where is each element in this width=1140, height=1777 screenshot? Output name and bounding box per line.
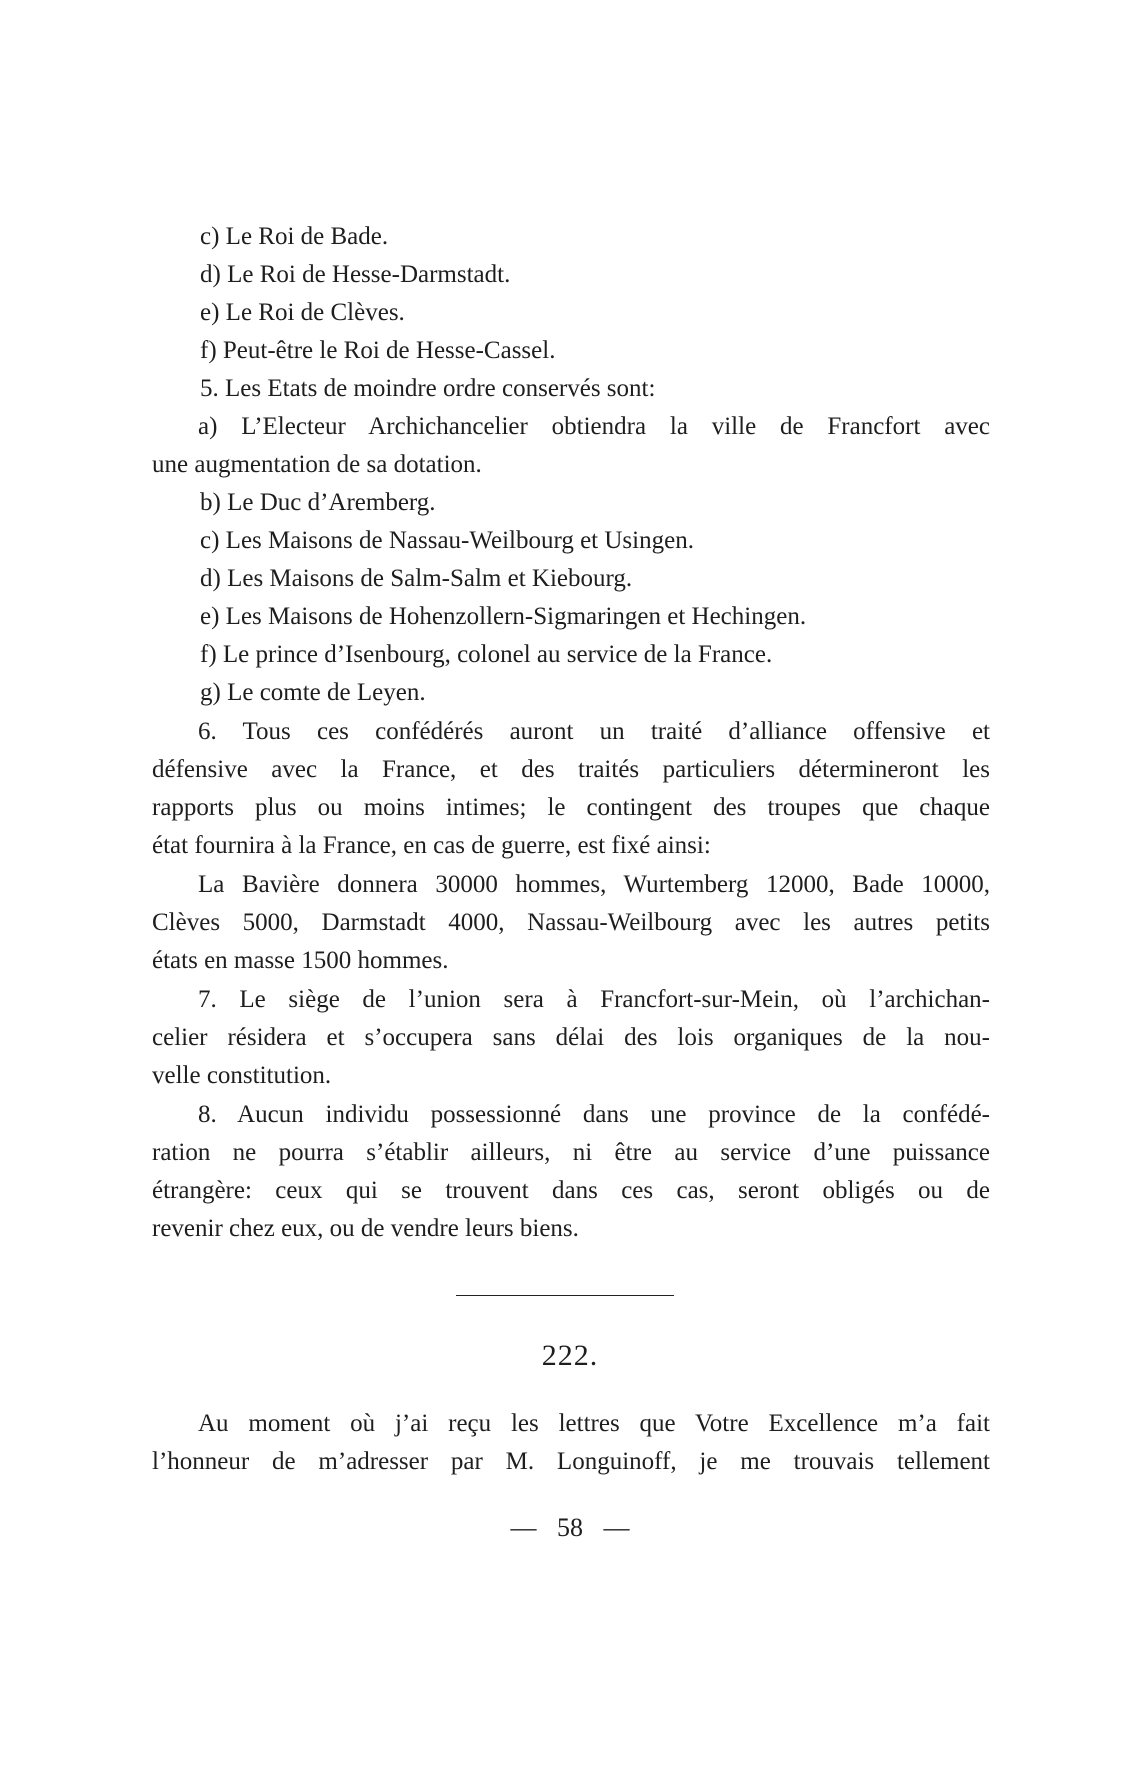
list-item-g-leyen: g) Le comte de Leyen. [200, 679, 426, 706]
para-7-line-3: velle constitution. [152, 1062, 332, 1089]
item-a-line-2: une augmentation de sa dotation. [152, 451, 482, 478]
section-divider [456, 1295, 674, 1296]
letter-line-1: Au moment où j’ai reçu les lettres que Votre Excellence m’a fait [198, 1410, 990, 1437]
contingent-line-2: Clèves 5000, Darmstadt 4000, Nassau-Weilbourg avec les autres petits [152, 909, 990, 936]
para-6-line-1: 6. Tous ces confédérés auront un traité d’alliance offensive et [198, 718, 990, 745]
contingent-line-3: états en masse 1500 hommes. [152, 947, 449, 974]
para-8-line-4: revenir chez eux, ou de vendre leurs biens. [152, 1215, 579, 1242]
letter-line-2: l’honneur de m’adresser par M. Longuinoff, je me trouvais tellement [152, 1448, 990, 1475]
list-item-e-hohenzollern: e) Les Maisons de Hohenzollern-Sigmaringen et Hechingen. [200, 603, 807, 630]
para-8-line-1: 8. Aucun individu possessionné dans une province de la confédé- [198, 1101, 990, 1128]
list-item-e-cleves: e) Le Roi de Clèves. [200, 299, 405, 326]
para-6-line-3: rapports plus ou moins intimes; le contingent des troupes que chaque [152, 794, 990, 821]
list-item-d-hesse-darmstadt: d) Le Roi de Hesse-Darmstadt. [200, 261, 511, 288]
para-6-line-4: état fournira à la France, en cas de guerre, est fixé ainsi: [152, 832, 711, 859]
list-item-c-roi-de-bade: c) Le Roi de Bade. [200, 223, 389, 250]
list-item-b-aremberg: b) Le Duc d’Aremberg. [200, 489, 436, 516]
page-number: — 58 — [510, 1513, 630, 1542]
para-7-line-1: 7. Le siège de l’union sera à Francfort-sur-Mein, où l’archichan- [198, 986, 990, 1013]
section-5-heading: 5. Les Etats de moindre ordre conservés sont: [200, 375, 656, 402]
contingent-line-1: La Bavière donnera 30000 hommes, Wurtemberg 12000, Bade 10000, [198, 871, 990, 898]
list-item-f-isenbourg: f) Le prince d’Isenbourg, colonel au service de la France. [200, 641, 773, 668]
para-8-line-2: ration ne pourra s’établir ailleurs, ni être au service d’une puissance [152, 1139, 990, 1166]
para-8-line-3: étrangère: ceux qui se trouvent dans ces cas, seront obligés ou de [152, 1177, 990, 1204]
list-item-f-hesse-cassel: f) Peut-être le Roi de Hesse-Cassel. [200, 337, 556, 364]
item-a-line-1: a) L’Electeur Archichancelier obtiendra la ville de Francfort avec [198, 413, 990, 440]
document-number: 222. [541, 1339, 599, 1372]
para-7-line-2: celier résidera et s’occupera sans délai des lois organiques de la nou- [152, 1024, 990, 1051]
list-item-d-salm: d) Les Maisons de Salm-Salm et Kiebourg. [200, 565, 633, 592]
list-item-c-nassau: c) Les Maisons de Nassau-Weilbourg et Usingen. [200, 527, 694, 554]
para-6-line-2: défensive avec la France, et des traités particuliers détermineront les [152, 756, 990, 783]
